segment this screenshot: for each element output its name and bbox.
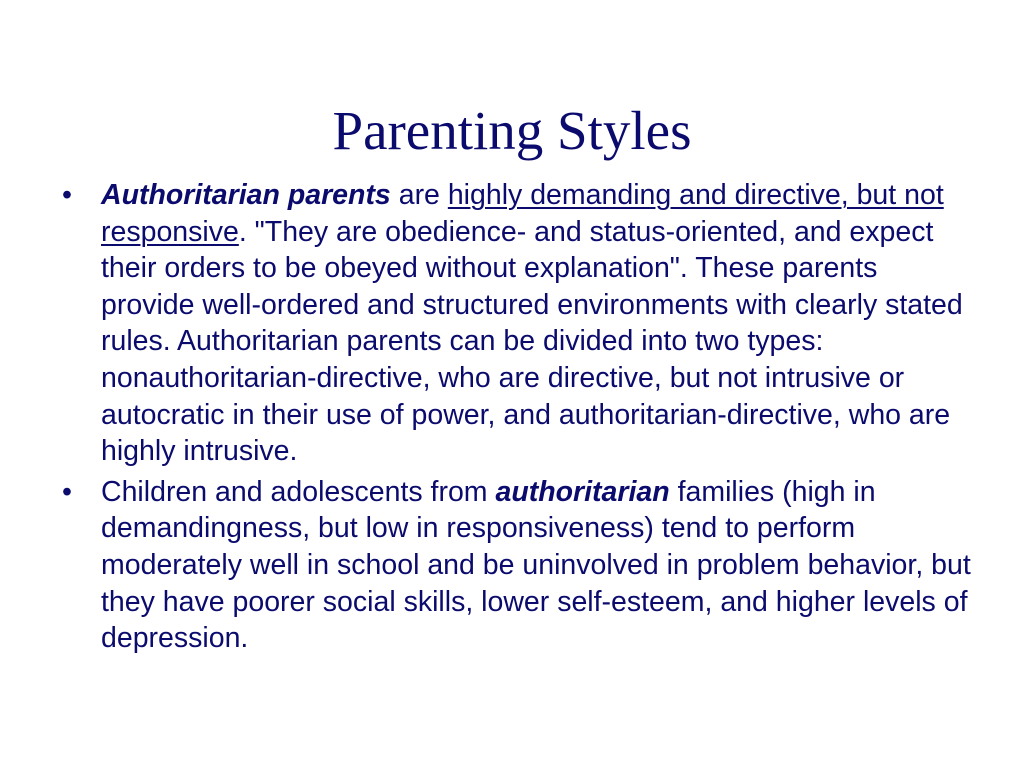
- bullet-term: Authoritarian parents: [101, 179, 391, 211]
- bullet-text: . "They are obedience- and status-oriented, and expect their orders to be obeyed without explanation". These parents provide well-ordered and structured environments with clearly stated rules. Authoritarian parents can be divided into two types: nonauthoritarian-directive, who are directive, but not intrusive or autocratic in their use of power, and authoritarian-directive, who are highly intrusive.: [101, 215, 963, 468]
- bullet-item-authoritarian-parents: [0, 177, 971, 470]
- slide-title: Parenting Styles: [332, 100, 692, 161]
- bullet-term: authoritarian: [495, 475, 670, 508]
- bullet-connector: are: [390, 179, 448, 211]
- bullet-dot-icon: •: [62, 179, 72, 211]
- bullet-dot-icon: •: [62, 475, 72, 508]
- bullet-list: [0, 177, 1024, 661]
- bullet-underlined-phrase: highly demanding and directive, but not responsive: [101, 179, 944, 248]
- bullet-lead-text: Children and adolescents from: [101, 475, 496, 508]
- bullet-item-children-outcomes: [0, 474, 971, 657]
- bullet-text: families (high in demandingness, but low in responsiveness) tend to perform moderately well in school and be uninvolved in problem behavior, but they have poorer social skills, lower self-esteem, and higher levels of depression.: [101, 475, 971, 655]
